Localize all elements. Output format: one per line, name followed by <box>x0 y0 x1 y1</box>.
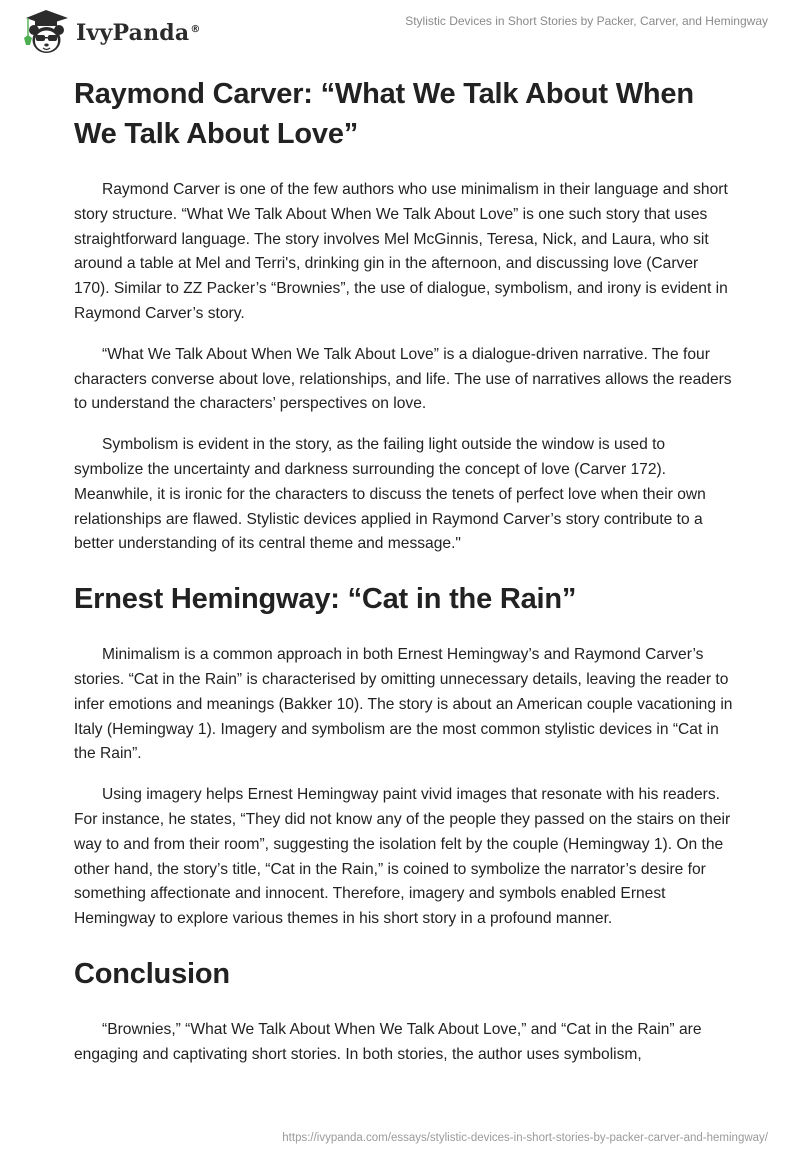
paragraph: Symbolism is evident in the story, as the failing light outside the window is used to symbolize the uncertainty and darkness surrounding the concept of love (Carver 172). Meanwhile, it is ironic for the characters to discuss the tenets of perfect love when their own relationships are flawed. Stylistic devices applied in Raymond Carver’s story contribute to a better understanding of its central theme and message." <box>74 436 706 553</box>
paragraph: Minimalism is a common approach in both Ernest Hemingway’s and Raymond Carver’s stories. “Cat in the Rain” is characterised by omitting unnecessary details, leaving the reader to infer emotions and meanings (Bakker 10). The story is about an American couple vacationing in Italy (Hemingway 1). Imagery and symbolism are the most common stylistic devices in “Cat in the Rain”. <box>74 646 733 763</box>
logo-text <box>76 20 201 46</box>
section-heading-conclusion: Conclusion <box>74 957 230 990</box>
ivypanda-logo[interactable] <box>18 8 201 56</box>
document-title: Stylistic Devices in Short Stories by Packer, Carver, and Hemingway <box>405 14 768 28</box>
paragraph: Using imagery helps Ernest Hemingway paint vivid images that resonate with his readers. For instance, he states, “They did not know any of the people they passed on the stairs on their way to and from their room”, suggesting the isolation felt by the couple (Hemingway 1). On the other hand, the story’s title, “Cat in the Rain,” is coined to symbolize the narrator’s desire for something affectionate and innocent. Therefore, imagery and symbols enabled Ernest Hemingway to explore various themes in his short story in a profound manner. <box>74 786 731 928</box>
section-heading-hemingway: Ernest Hemingway: “Cat in the Rain” <box>74 583 577 616</box>
essay-content <box>74 70 734 1068</box>
paragraph: Raymond Carver is one of the few authors who use minimalism in their language and short story structure. “What We Talk About When We Talk About Love” is one such story that uses straightforward language. The story involves Mel McGinnis, Teresa, Nick, and Laura, who sit around a table at Mel and Terri's, drinking gin in the afternoon, and discussing love (Carver 170). Similar to ZZ Packer’s “Brownies”, the use of dialogue, symbolism, and irony is evident in Raymond Carver’s story. <box>74 181 728 322</box>
panda-graduate-icon <box>18 8 74 56</box>
paragraph: “Brownies,” “What We Talk About When We Talk About Love,” and “Cat in the Rain” are engaging and captivating short stories. In both stories, the author uses symbolism, <box>74 1020 702 1063</box>
paragraph: “What We Talk About When We Talk About Love” is a dialogue-driven narrative. The four characters converse about love, relationships, and life. The use of narratives allows the readers to understand the characters’ perspectives on love. <box>74 345 732 413</box>
section-heading-carver: Raymond Carver: “What We Talk About When We Talk About Love” <box>74 78 694 150</box>
registered-mark: ® <box>190 23 201 35</box>
source-url[interactable]: https://ivypanda.com/essays/stylistic-devices-in-short-stories-by-packer-carver-and-hemingway/ <box>282 1132 768 1144</box>
page-header <box>0 0 800 60</box>
logo-wordmark: IvyPanda <box>76 20 190 46</box>
